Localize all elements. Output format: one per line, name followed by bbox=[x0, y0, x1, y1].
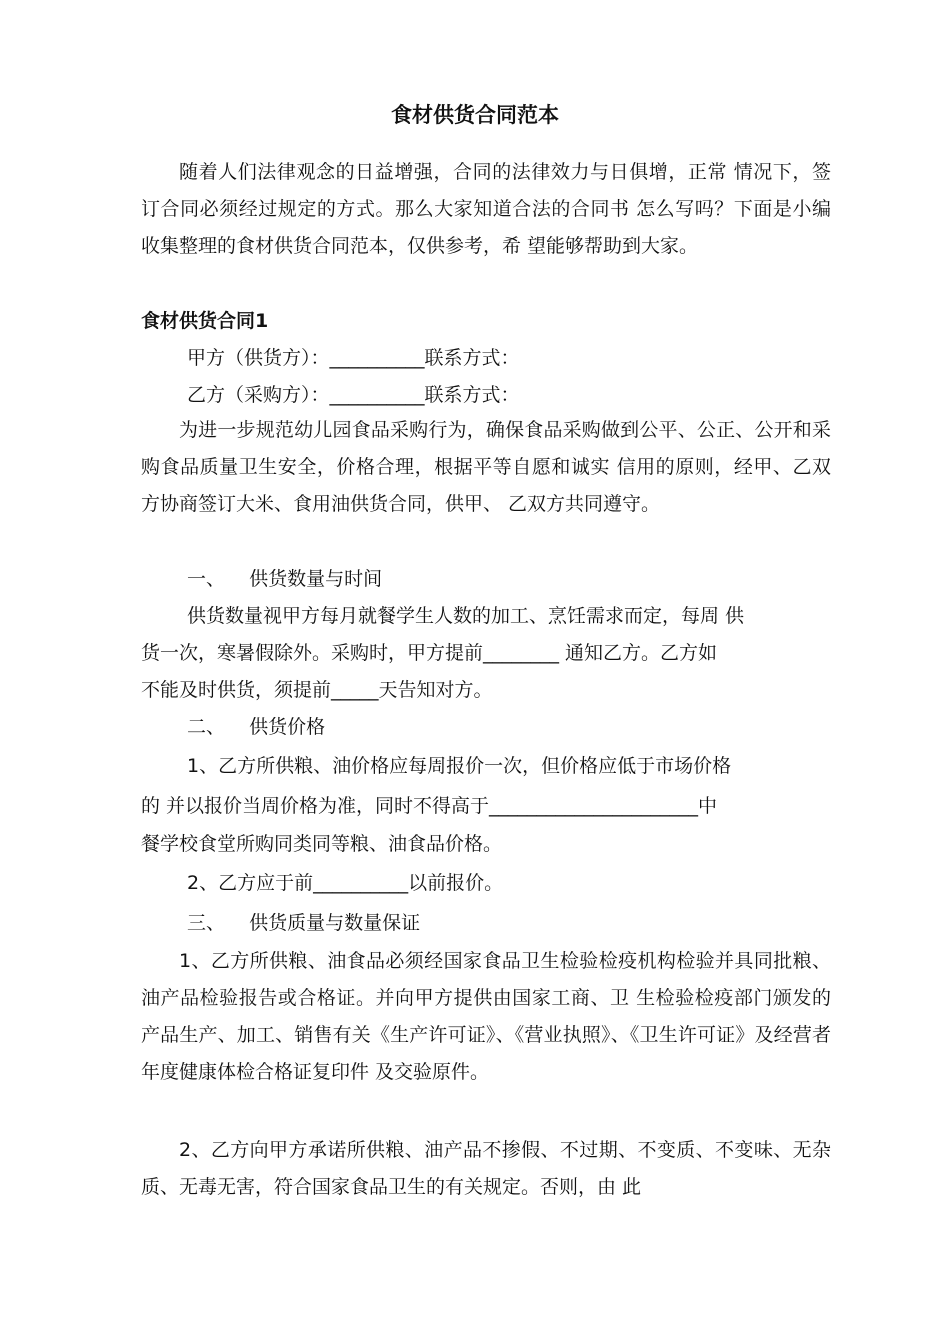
section-2-title: 二、 供货价格 bbox=[187, 716, 326, 738]
section-3-item-2: 2、乙方向甲方承诺所供粮、油产品不掺假、不过期、不变质、不变味、无杂质、无毒无害，符合国家食品卫生的有关规定。否则，由 此 bbox=[141, 1139, 831, 1198]
preamble-paragraph: 为进一步规范幼儿园食品采购行为，确保食品采购做到公平、公正、公开和采购食品质量卫生安全，价格合理，根据平等自愿和诚实 信用的原则，经甲、乙双方协商签订大米、食用油供货合同，供甲、 乙双方共同遵守。 bbox=[141, 419, 831, 515]
party-a-line: 甲方（供货方）：__________联系方式： bbox=[187, 347, 520, 369]
section-2-item-2: 2、乙方应于前__________以前报价。 bbox=[187, 872, 504, 894]
section-3-title: 三、 供货质量与数量保证 bbox=[187, 912, 421, 934]
section-2-item-1-line-1: 1、乙方所供粮、油价格应每周报价一次，但价格应低于市场价格 bbox=[187, 755, 732, 777]
section-1-title: 一、 供货数量与时间 bbox=[187, 568, 383, 590]
section-1-line-3: 不能及时供货，须提前_____天告知对方。 bbox=[141, 679, 493, 701]
section-1-line-1: 供货数量视甲方每月就餐学生人数的加工、烹饪需求而定，每周 供 bbox=[187, 605, 745, 627]
contract-heading: 食材供货合同1 bbox=[141, 310, 269, 332]
document-title: 食材供货合同范本 bbox=[391, 103, 559, 127]
party-b-line: 乙方（采购方）：__________联系方式： bbox=[187, 384, 520, 406]
intro-paragraph: 随着人们法律观念的日益增强，合同的法律效力与日俱增，正常 情况下，签订合同必须经过规定的方式。那么大家知道合法的合同书 怎么写吗？下面是小编收集整理的食材供货合同范本，仅供参考，希 望能够帮助到大家。 bbox=[141, 161, 831, 257]
section-3-item-1: 1、乙方所供粮、油食品必须经国家食品卫生检验检疫机构检验并具同批粮、油产品检验报告或合格证。并向甲方提供由国家工商、卫 生检验检疫部门颁发的产品生产、加工、销售有关《生产许可证》、《营业执照》、《卫生许可证》及经营者年度健康体检合格证复印件 及交验原件。 bbox=[141, 950, 831, 1083]
section-1-line-2: 货一次，寒暑假除外。采购时，甲方提前________ 通知乙方。乙方如 bbox=[141, 642, 718, 664]
section-2-item-1-line-2: 的 并以报价当周价格为准，同时不得高于______________________中 bbox=[141, 795, 718, 817]
section-2-item-1-line-3: 餐学校食堂所购同类同等粮、油食品价格。 bbox=[141, 833, 503, 855]
